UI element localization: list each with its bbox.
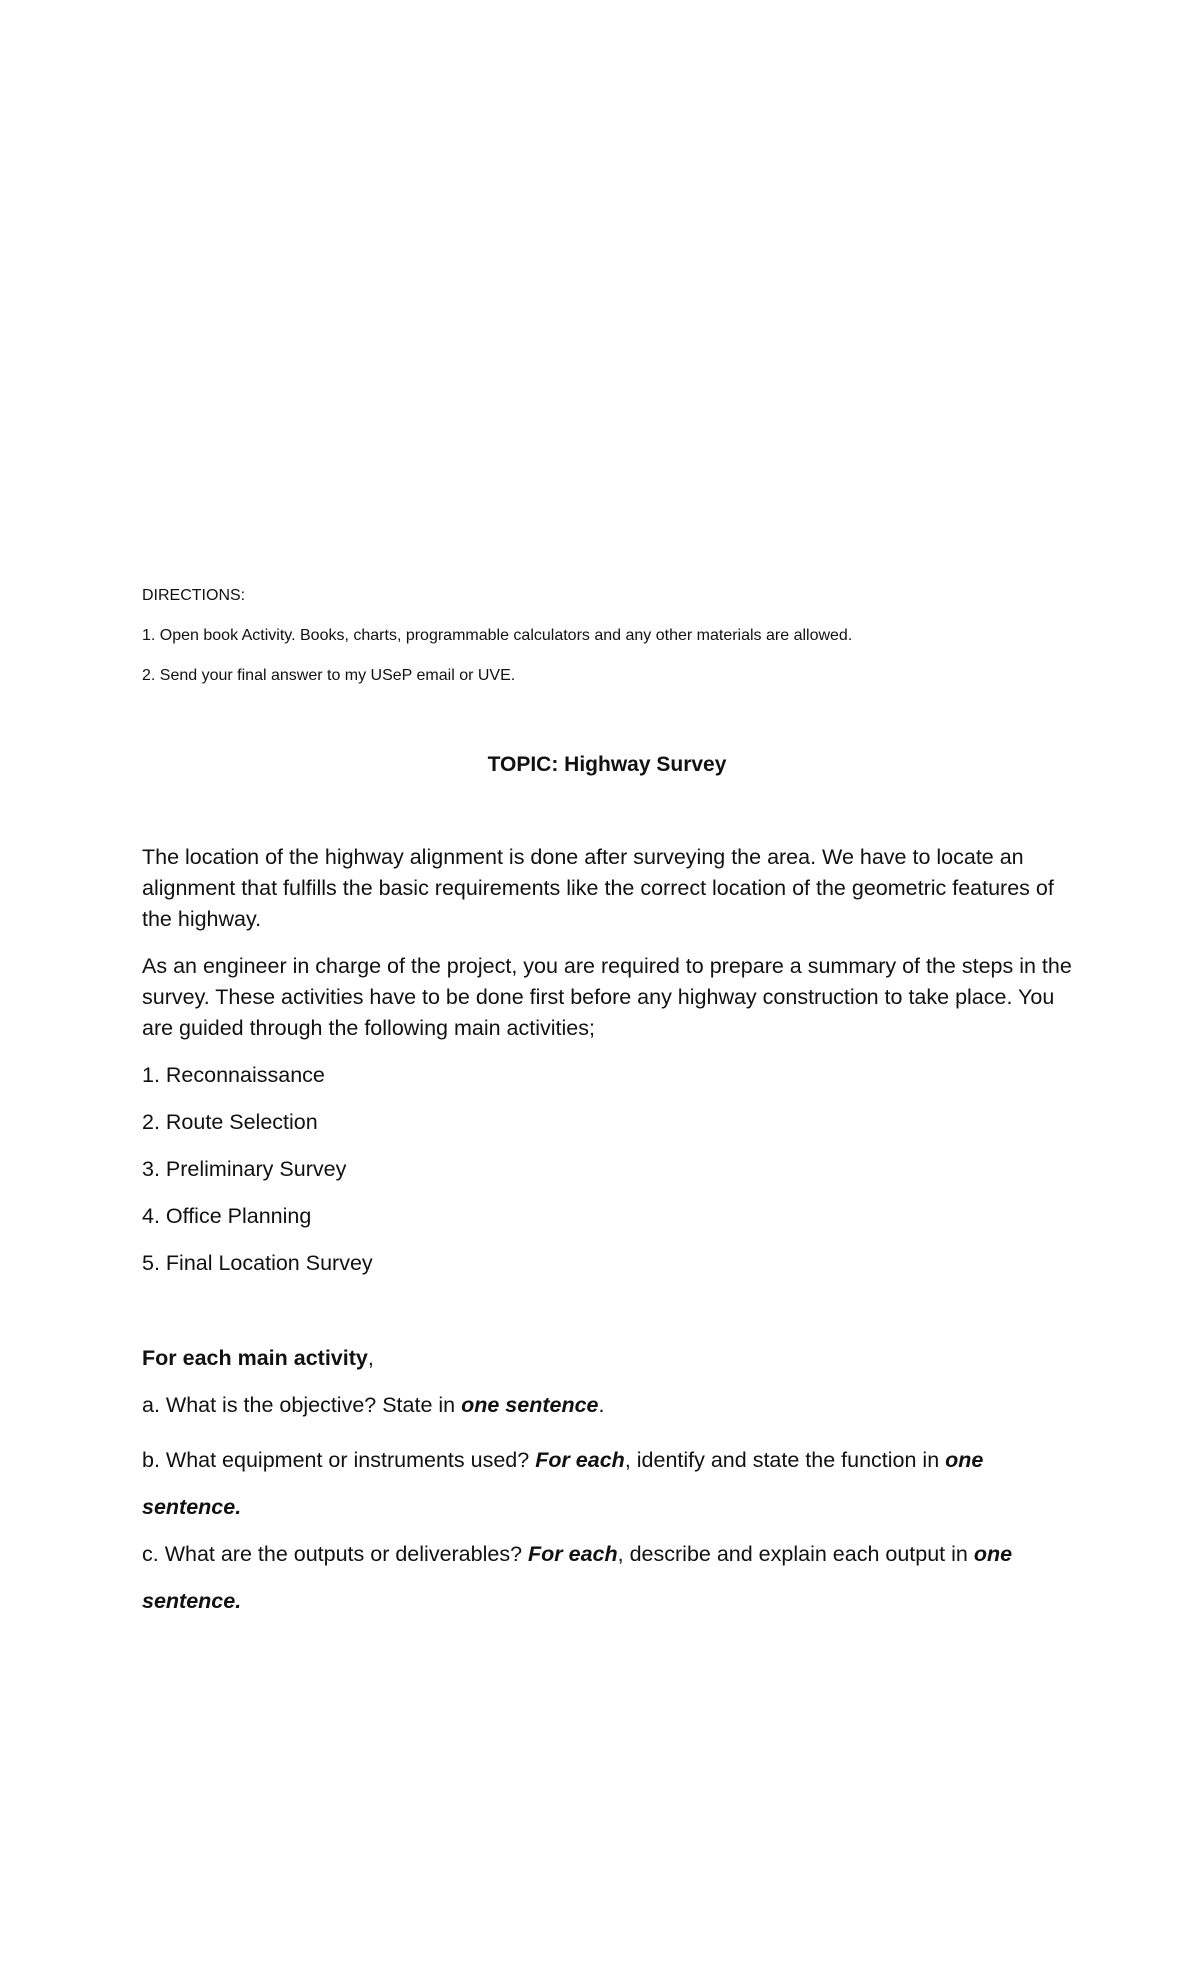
activity-item-office-planning: 4. Office Planning bbox=[142, 1204, 312, 1228]
questions-heading-bold: For each main activity bbox=[142, 1346, 368, 1370]
question-b-middle: , identify and state the function in bbox=[624, 1448, 946, 1472]
question-b-emphasis-1: For each bbox=[535, 1448, 625, 1472]
intro-paragraph: The location of the highway alignment is done after surveying the area. We have to locate an alignment that fulfills the basic requirements like the correct location of the geometric features of the highway. bbox=[142, 845, 1054, 931]
directions-item-1: 1. Open book Activity. Books, charts, programmable calculators and any other materials are allowed. bbox=[142, 627, 853, 644]
topic-title: TOPIC: Highway Survey bbox=[487, 753, 727, 776]
questions-section bbox=[142, 1343, 1072, 1625]
directions-section bbox=[142, 586, 1072, 706]
activity-item-reconnaissance: 1. Reconnaissance bbox=[142, 1063, 325, 1087]
question-b-text: b. What equipment or instruments used? bbox=[142, 1448, 536, 1472]
activity-item-route-selection: 2. Route Selection bbox=[142, 1110, 318, 1134]
question-a-emphasis: one sentence bbox=[461, 1393, 599, 1417]
question-a bbox=[142, 1390, 1072, 1421]
activity-list bbox=[142, 1060, 1072, 1279]
question-c-emphasis-1: For each bbox=[528, 1542, 618, 1566]
question-c-text: c. What are the outputs or deliverables? bbox=[142, 1542, 529, 1566]
directions-item-2: 2. Send your final answer to my USeP email or UVE. bbox=[142, 667, 516, 684]
directions-heading: DIRECTIONS: bbox=[142, 587, 246, 604]
question-c bbox=[142, 1531, 1072, 1625]
question-c-middle: , describe and explain each output in bbox=[617, 1542, 974, 1566]
body-text bbox=[142, 842, 1072, 1295]
question-b-emphasis-2: one sentence. bbox=[142, 1448, 984, 1519]
questions-heading-tail: , bbox=[367, 1346, 374, 1370]
questions-heading bbox=[142, 1343, 1072, 1374]
question-c-emphasis-2: one sentence. bbox=[142, 1542, 1013, 1613]
question-a-tail: . bbox=[598, 1393, 605, 1417]
question-a-text: a. What is the objective? State in bbox=[142, 1393, 462, 1417]
activity-item-preliminary-survey: 3. Preliminary Survey bbox=[142, 1157, 347, 1181]
task-paragraph: As an engineer in charge of the project, you are required to prepare a summary of the steps in the survey. These activities have to be done first before any highway construction to take place. You are guided through the following main activities; bbox=[142, 954, 1072, 1040]
question-b bbox=[142, 1437, 1072, 1531]
activity-item-final-location-survey: 5. Final Location Survey bbox=[142, 1251, 373, 1275]
